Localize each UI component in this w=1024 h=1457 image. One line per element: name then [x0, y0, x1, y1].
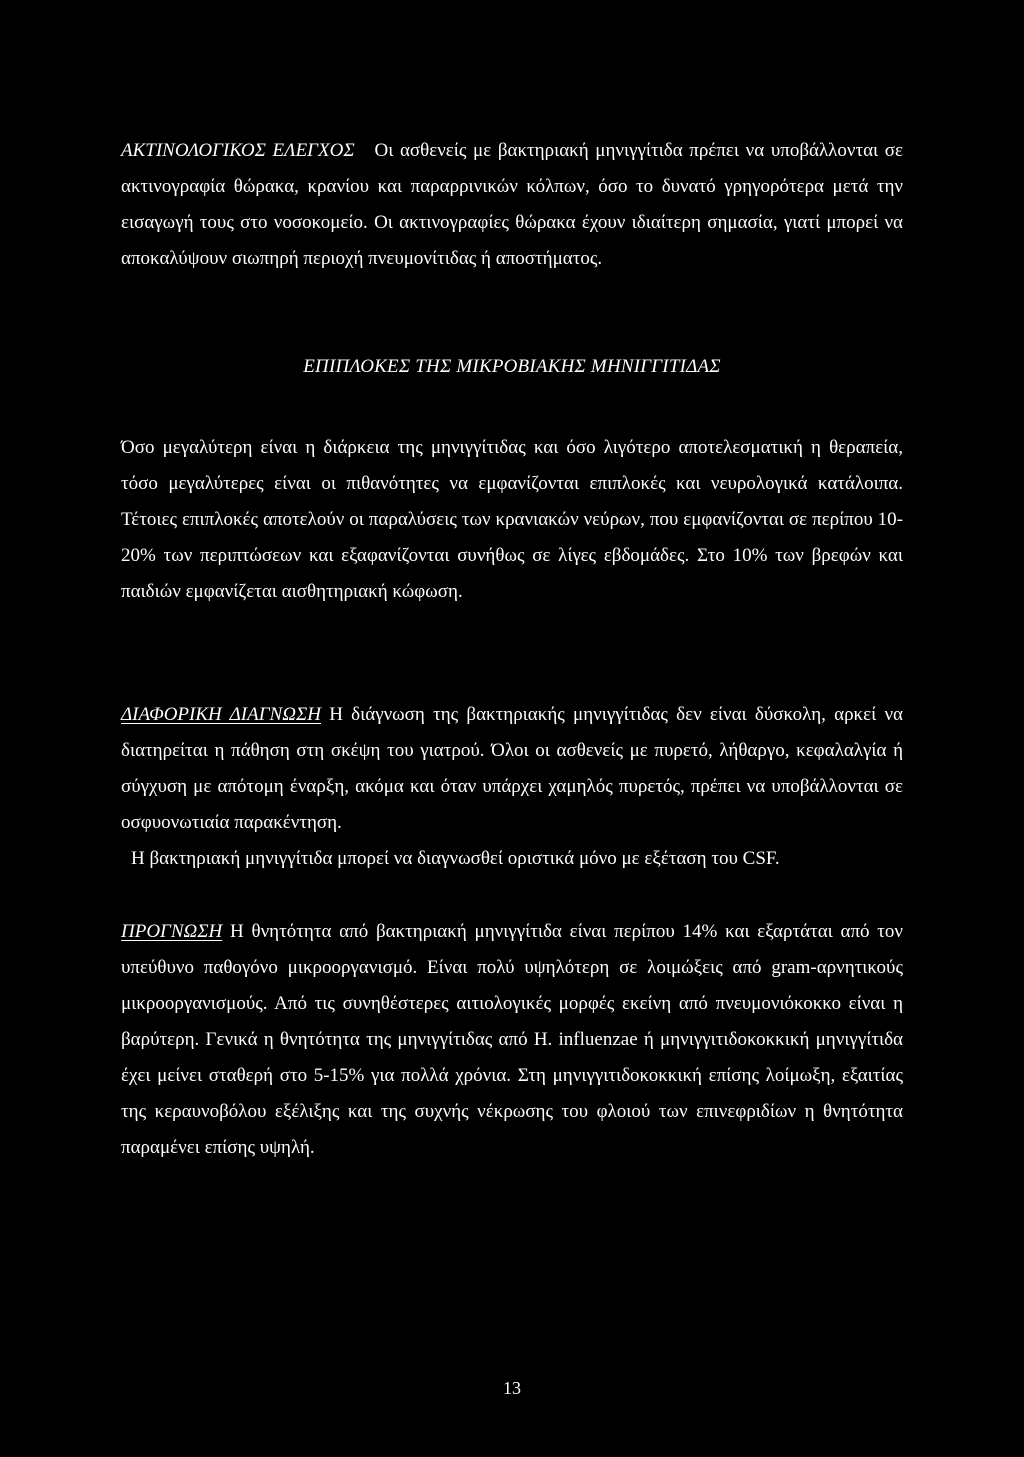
- radiology-body: Οι ασθενείς με βακτηριακή μηνιγγίτιδα πρέπει να υποβάλλονται σε ακτινογραφία θώρακα, κρανίου και παραρρινικών κόλπων, όσο το δυνατό γρηγορότερα μετά την εισαγωγή τους στο νοσοκομείο. Οι ακτινογραφίες θώρακα έχουν ιδιαίτερη σημασία, γιατί μπορεί να αποκαλύψουν σιωπηρή περιοχή πνευμονίτιδας ή αποστήματος.: [121, 140, 904, 269]
- prognosis-body: Η θνητότητα από βακτηριακή μηνιγγίτιδα είναι περίπου 14% και εξαρτάται από τον υπεύθυνο παθογόνο μικροοργανισμό. Είναι πολύ υψηλότερη σε λοιμώξεις από gram-αρνητικούς μικροοργανισμούς. Από τις συνηθέστερες αιτιολογικές μορφές εκείνη από πνευμονιόκοκκο είναι η βαρύτερη. Γενικά η θνητότητα της μηνιγγίτιδας από Η. influenzae ή μηνιγγιτιδοκοκκική μηνιγγίτιδα έχει μείνει σταθερή στο 5-15% για πολλά χρόνια. Στη μηνιγγιτιδοκοκκική επίσης λοίμωξη, εξαιτίας της κεραυνοβόλου εξέλιξης και της συχνής νέκρωσης του φλοιού των επινεφριδίων η θνητότητα παραμένει επίσης υψηλή.: [121, 921, 904, 1158]
- differential-body: Η διάγνωση της βακτηριακής μηνιγγίτιδας δεν είναι δύσκολη, αρκεί να διατηρείται η πάθηση στη σκέψη του γιατρού. Όλοι οι ασθενείς με πυρετό, λήθαργο, κεφαλαλγία ή σύγχυση με απότομη έναρξη, ακόμα και όταν υπάρχει χαμηλός πυρετός, πρέπει να υποβάλλονται σε οσφυονωτιαία παρακέντηση.: [121, 704, 903, 833]
- page-number: 13: [503, 1378, 521, 1398]
- radiology-heading: ΑΚΤΙΝΟΛΟΓΙΚΟΣ ΕΛΕΓΧΟΣ: [121, 140, 355, 161]
- differential-paragraph: [121, 697, 903, 877]
- complications-paragraph: [121, 430, 903, 610]
- complications-title: ΕΠΙΠΛΟΚΕΣ ΤΗΣ ΜΙΚΡΟΒΙΑΚΗΣ ΜΗΝΙΓΓΙΤΙΔΑΣ: [303, 356, 721, 377]
- prognosis-paragraph: [121, 914, 903, 1166]
- radiology-paragraph: [121, 133, 903, 277]
- differential-heading: ΔΙΑΦΟΡΙΚΗ ΔΙΑΓΝΩΣΗ: [121, 704, 321, 725]
- complications-body: Όσο μεγαλύτερη είναι η διάρκεια της μηνιγγίτιδας και όσο λιγότερο αποτελεσματική η θεραπεία, τόσο μεγαλύτερες είναι οι πιθανότητες να εμφανίζονται επιπλοκές και νευρολογικά κατάλοιπα. Τέτοιες επιπλοκές αποτελούν οι παραλύσεις των κρανιακών νεύρων, που εμφανίζονται σε περίπου 10-20% των περιπτώσεων και εξαφανίζονται συνήθως σε λίγες εβδομάδες. Στο 10% των βρεφών και παιδιών εμφανίζεται αισθητηριακή κώφωση.: [121, 437, 903, 602]
- prognosis-heading: ΠΡΟΓΝΩΣΗ: [121, 921, 223, 942]
- differential-body-2: Η βακτηριακή μηνιγγίτιδα μπορεί να διαγνωσθεί οριστικά μόνο με εξέταση του CSF.: [131, 848, 780, 869]
